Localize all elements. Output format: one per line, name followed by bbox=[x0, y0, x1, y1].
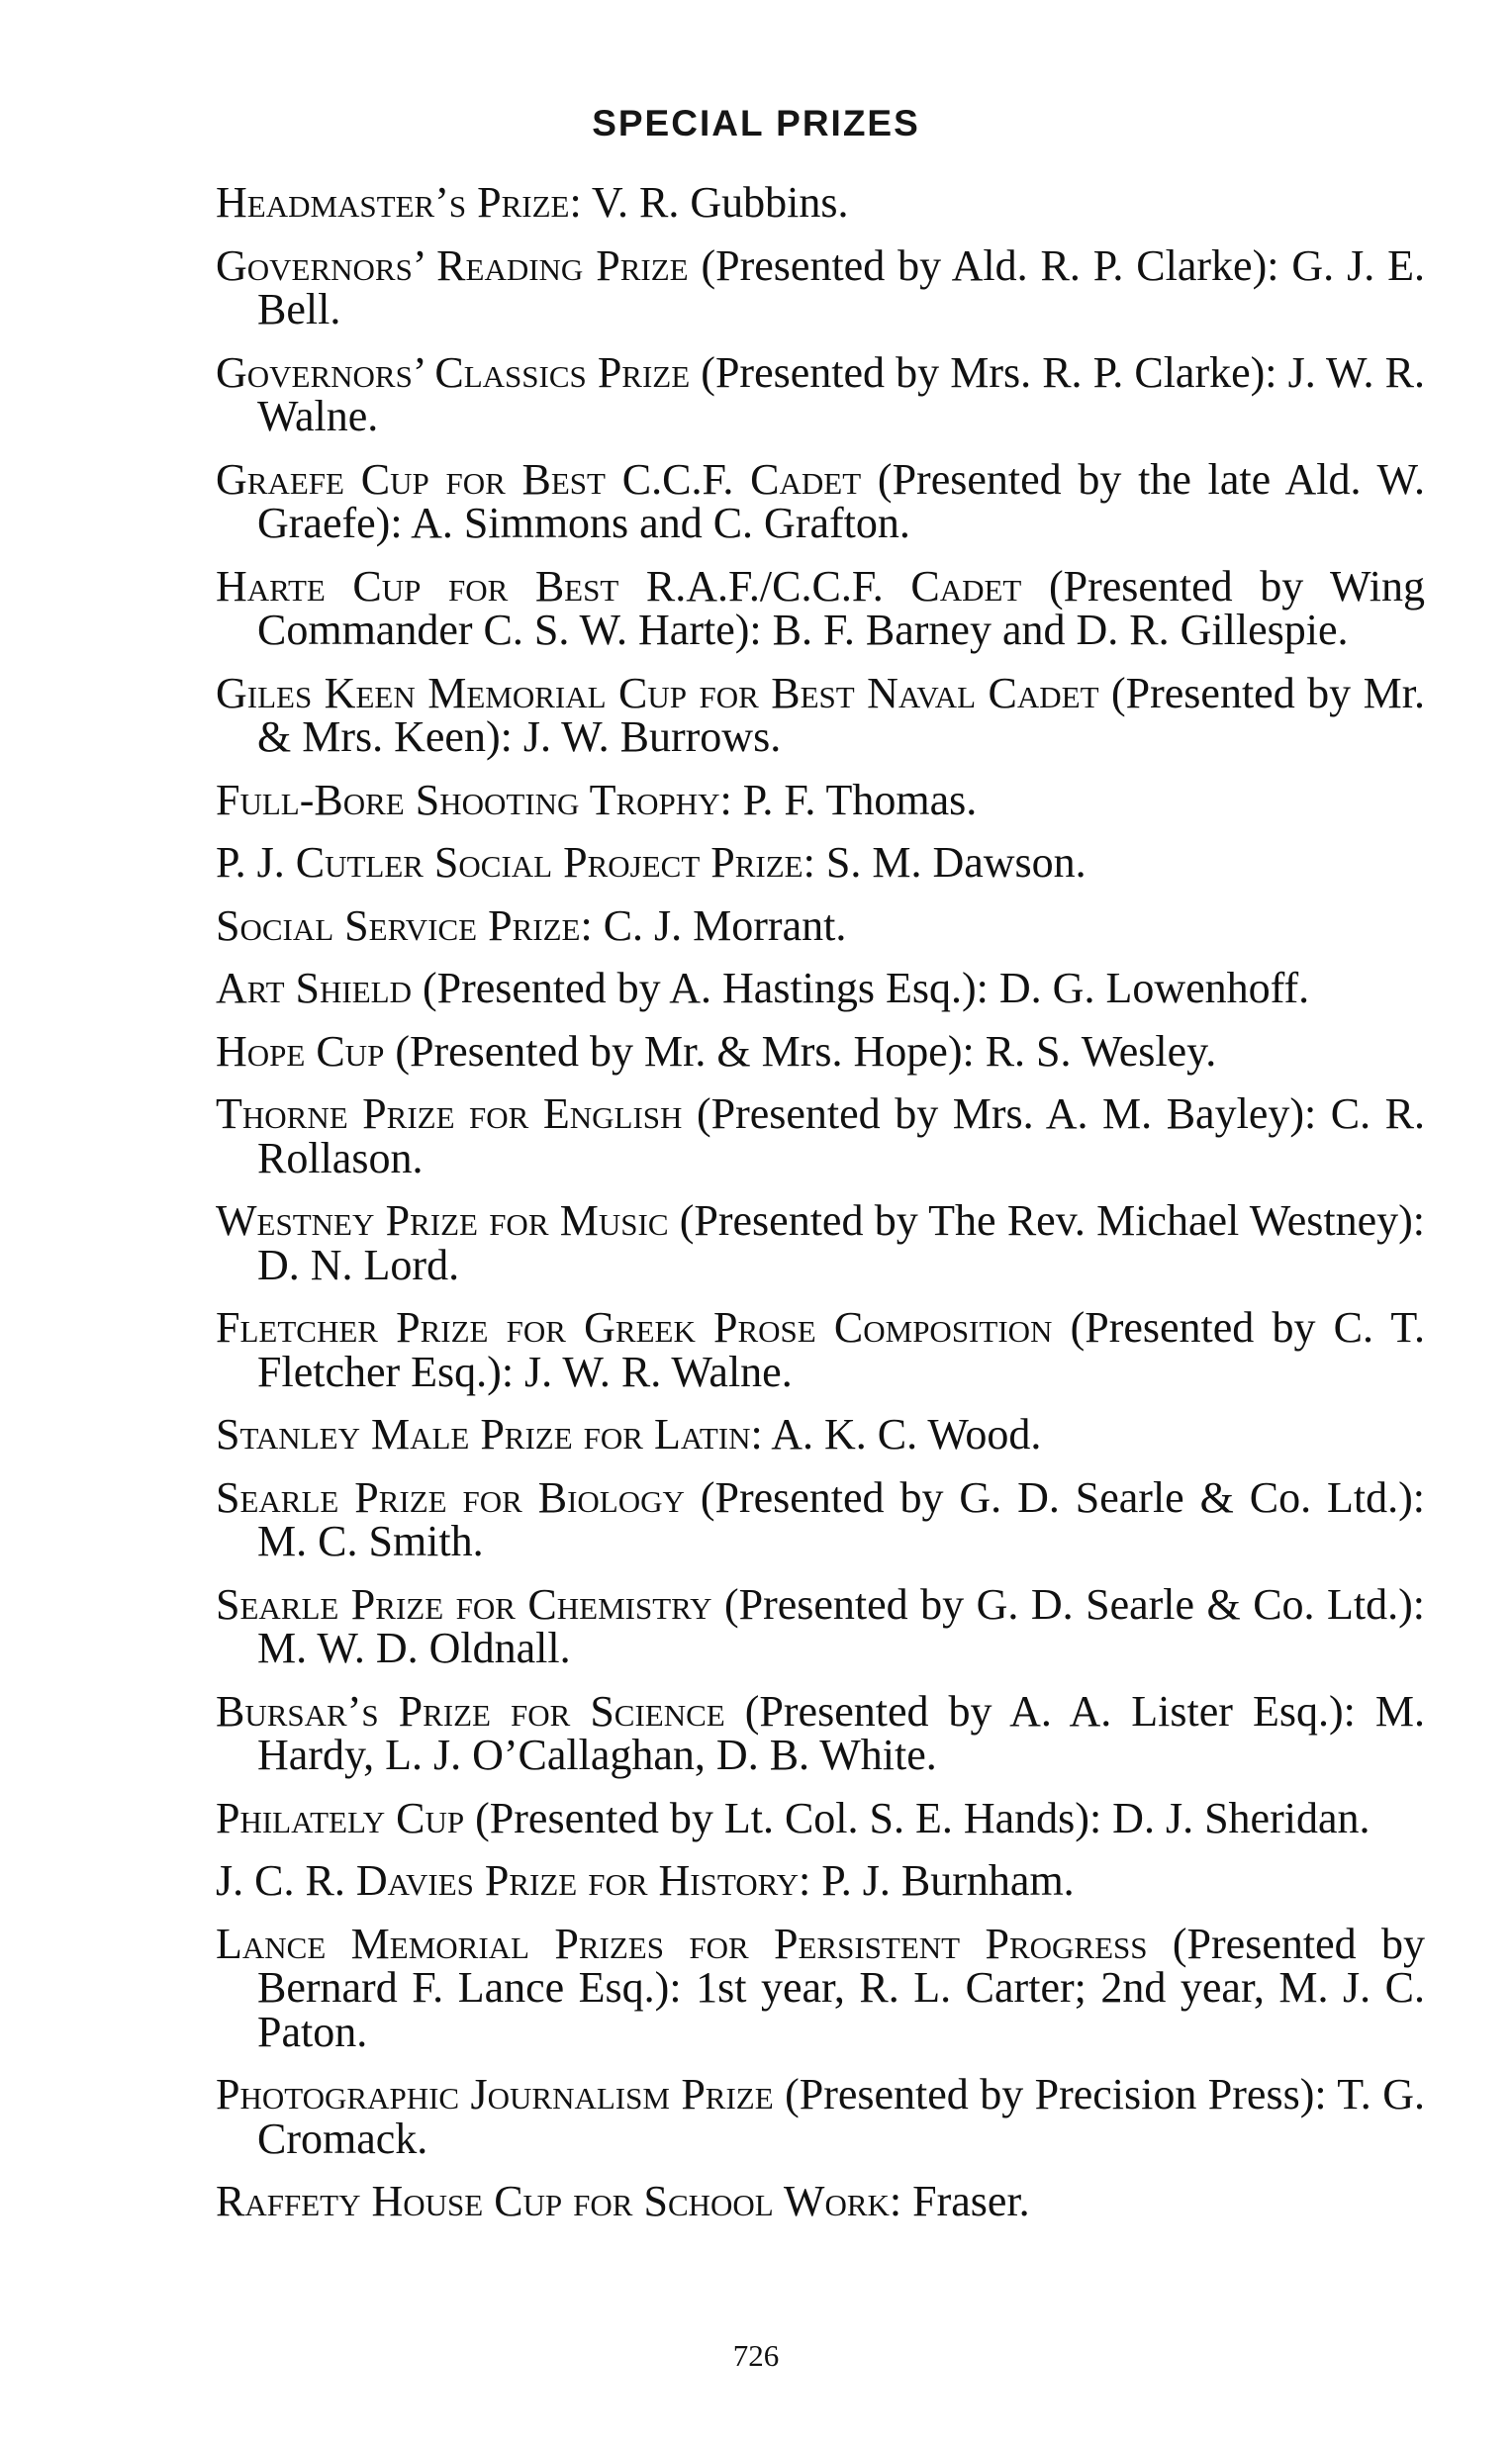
prize-name: Thorne Prize for English bbox=[216, 1089, 683, 1138]
prize-name: Searle Prize for Chemistry bbox=[216, 1579, 712, 1629]
prize-name: Photographic Journalism Prize bbox=[216, 2070, 774, 2118]
prize-entry bbox=[216, 240, 1425, 333]
prize-detail: (Presented by Ald. R. P. Clarke): G. J. E. Bell. bbox=[257, 240, 1425, 333]
prize-detail: V. R. Gubbins. bbox=[581, 178, 849, 227]
prize-detail: (Presented by Mr. & Mrs. Hope): R. S. Wesley. bbox=[384, 1026, 1217, 1076]
prize-entry bbox=[216, 2177, 1425, 2225]
prize-name: Headmaster’s Prize: bbox=[216, 178, 582, 227]
prize-entry bbox=[216, 1579, 1425, 1672]
prize-name: Raffety House Cup for School Work: bbox=[216, 2177, 902, 2225]
prize-detail: (Presented by Lt. Col. S. E. Hands): D. J. Sheridan. bbox=[464, 1793, 1370, 1842]
prize-entry bbox=[216, 1196, 1425, 1289]
prize-detail: A. K. C. Wood. bbox=[762, 1410, 1042, 1458]
prize-name: Searle Prize for Biology bbox=[216, 1472, 685, 1522]
prize-detail: (Presented by Mr. & Mrs. Keen): J. W. Burrows. bbox=[257, 668, 1425, 761]
prize-name: Hope Cup bbox=[216, 1026, 385, 1076]
prize-entry bbox=[216, 2070, 1425, 2163]
prize-name: Westney Prize for Music bbox=[216, 1196, 669, 1245]
prize-entry bbox=[216, 1856, 1425, 1905]
prize-name: Graefe Cup for Best C.C.F. Cadet bbox=[216, 454, 862, 504]
prize-name: J. C. R. Davies Prize for History: bbox=[216, 1856, 811, 1905]
prize-entry bbox=[216, 900, 1425, 950]
prize-entry bbox=[216, 1472, 1425, 1565]
prize-detail: P. J. Burnham. bbox=[810, 1856, 1075, 1905]
prize-detail: (Presented by G. D. Searle & Co. Ltd.): M. C. Smith. bbox=[257, 1472, 1425, 1565]
page-number: 726 bbox=[732, 2338, 780, 2373]
prize-detail: (Presented by The Rev. Michael Westney): D. N. Lord. bbox=[257, 1196, 1425, 1289]
prize-entry bbox=[216, 1026, 1425, 1076]
prize-detail: (Presented by the late Ald. W. Graefe): A. Simmons and C. Grafton. bbox=[257, 454, 1425, 547]
prize-detail: (Presented by Precision Press): T. G. Cromack. bbox=[257, 2070, 1425, 2163]
prize-detail: S. M. Dawson. bbox=[814, 838, 1087, 887]
prize-entry bbox=[216, 178, 1425, 227]
prize-name: Stanley Male Prize for Latin: bbox=[216, 1410, 763, 1458]
prize-detail: Fraser. bbox=[901, 2177, 1030, 2225]
prize-entry bbox=[216, 561, 1425, 654]
page-heading: SPECIAL PRIZES bbox=[592, 103, 920, 143]
prize-entry bbox=[216, 1089, 1425, 1182]
prize-detail: (Presented by G. D. Searle & Co. Ltd.): M. W. D. Oldnall. bbox=[257, 1579, 1425, 1672]
prize-entry bbox=[216, 1410, 1425, 1458]
prize-detail: (Presented by Mrs. A. M. Bayley): C. R. Rollason. bbox=[257, 1089, 1425, 1182]
prize-detail: (Presented by A. Hastings Esq.): D. G. Lowenhoff. bbox=[411, 964, 1310, 1012]
prize-detail: P. F. Thomas. bbox=[731, 775, 978, 824]
prize-entry bbox=[216, 1919, 1425, 2056]
prize-name: P. J. Cutler Social Project Prize: bbox=[216, 838, 815, 887]
prize-detail: (Presented by A. A. Lister Esq.): M. Hardy, L. J. O’Callaghan, D. B. White. bbox=[257, 1686, 1425, 1779]
prize-name: Lance Memorial Prizes for Persistent Progress bbox=[216, 1919, 1148, 1968]
prize-detail: (Presented by C. T. Fletcher Esq.): J. W. R. Walne. bbox=[257, 1303, 1425, 1396]
prize-detail: C. J. Morrant. bbox=[592, 900, 847, 950]
prize-detail: (Presented by Wing Commander C. S. W. Harte): B. F. Barney and D. R. Gillespie. bbox=[257, 561, 1425, 654]
prize-entry bbox=[216, 838, 1425, 887]
prize-list bbox=[216, 178, 1425, 2225]
prize-entry bbox=[216, 347, 1425, 440]
prize-name: Giles Keen Memorial Cup for Best Naval Cadet bbox=[216, 668, 1099, 717]
prize-entry bbox=[216, 1793, 1425, 1842]
prize-name: Harte Cup for Best R.A.F./C.C.F. Cadet bbox=[216, 561, 1022, 611]
prize-name: Full-Bore Shooting Trophy: bbox=[216, 775, 732, 824]
prize-entry bbox=[216, 454, 1425, 547]
prize-entry bbox=[216, 775, 1425, 824]
prize-entry bbox=[216, 1686, 1425, 1779]
prize-entry bbox=[216, 668, 1425, 761]
prize-name: Governors’ Reading Prize bbox=[216, 240, 689, 290]
prize-name: Bursar’s Prize for Science bbox=[216, 1686, 725, 1736]
prize-name: Philately Cup bbox=[216, 1793, 465, 1842]
prize-detail: (Presented by Mrs. R. P. Clarke): J. W. R. Walne. bbox=[257, 347, 1425, 440]
prize-detail: (Presented by Bernard F. Lance Esq.): 1st year, R. L. Carter; 2nd year, M. J. C. Paton. bbox=[257, 1919, 1425, 2056]
prize-name: Governors’ Classics Prize bbox=[216, 347, 691, 397]
prize-entry bbox=[216, 1303, 1425, 1396]
prize-entry bbox=[216, 964, 1425, 1012]
prize-name: Art Shield bbox=[216, 964, 412, 1012]
prize-name: Fletcher Prize for Greek Prose Composition bbox=[216, 1303, 1053, 1352]
prize-name: Social Service Prize: bbox=[216, 900, 593, 950]
